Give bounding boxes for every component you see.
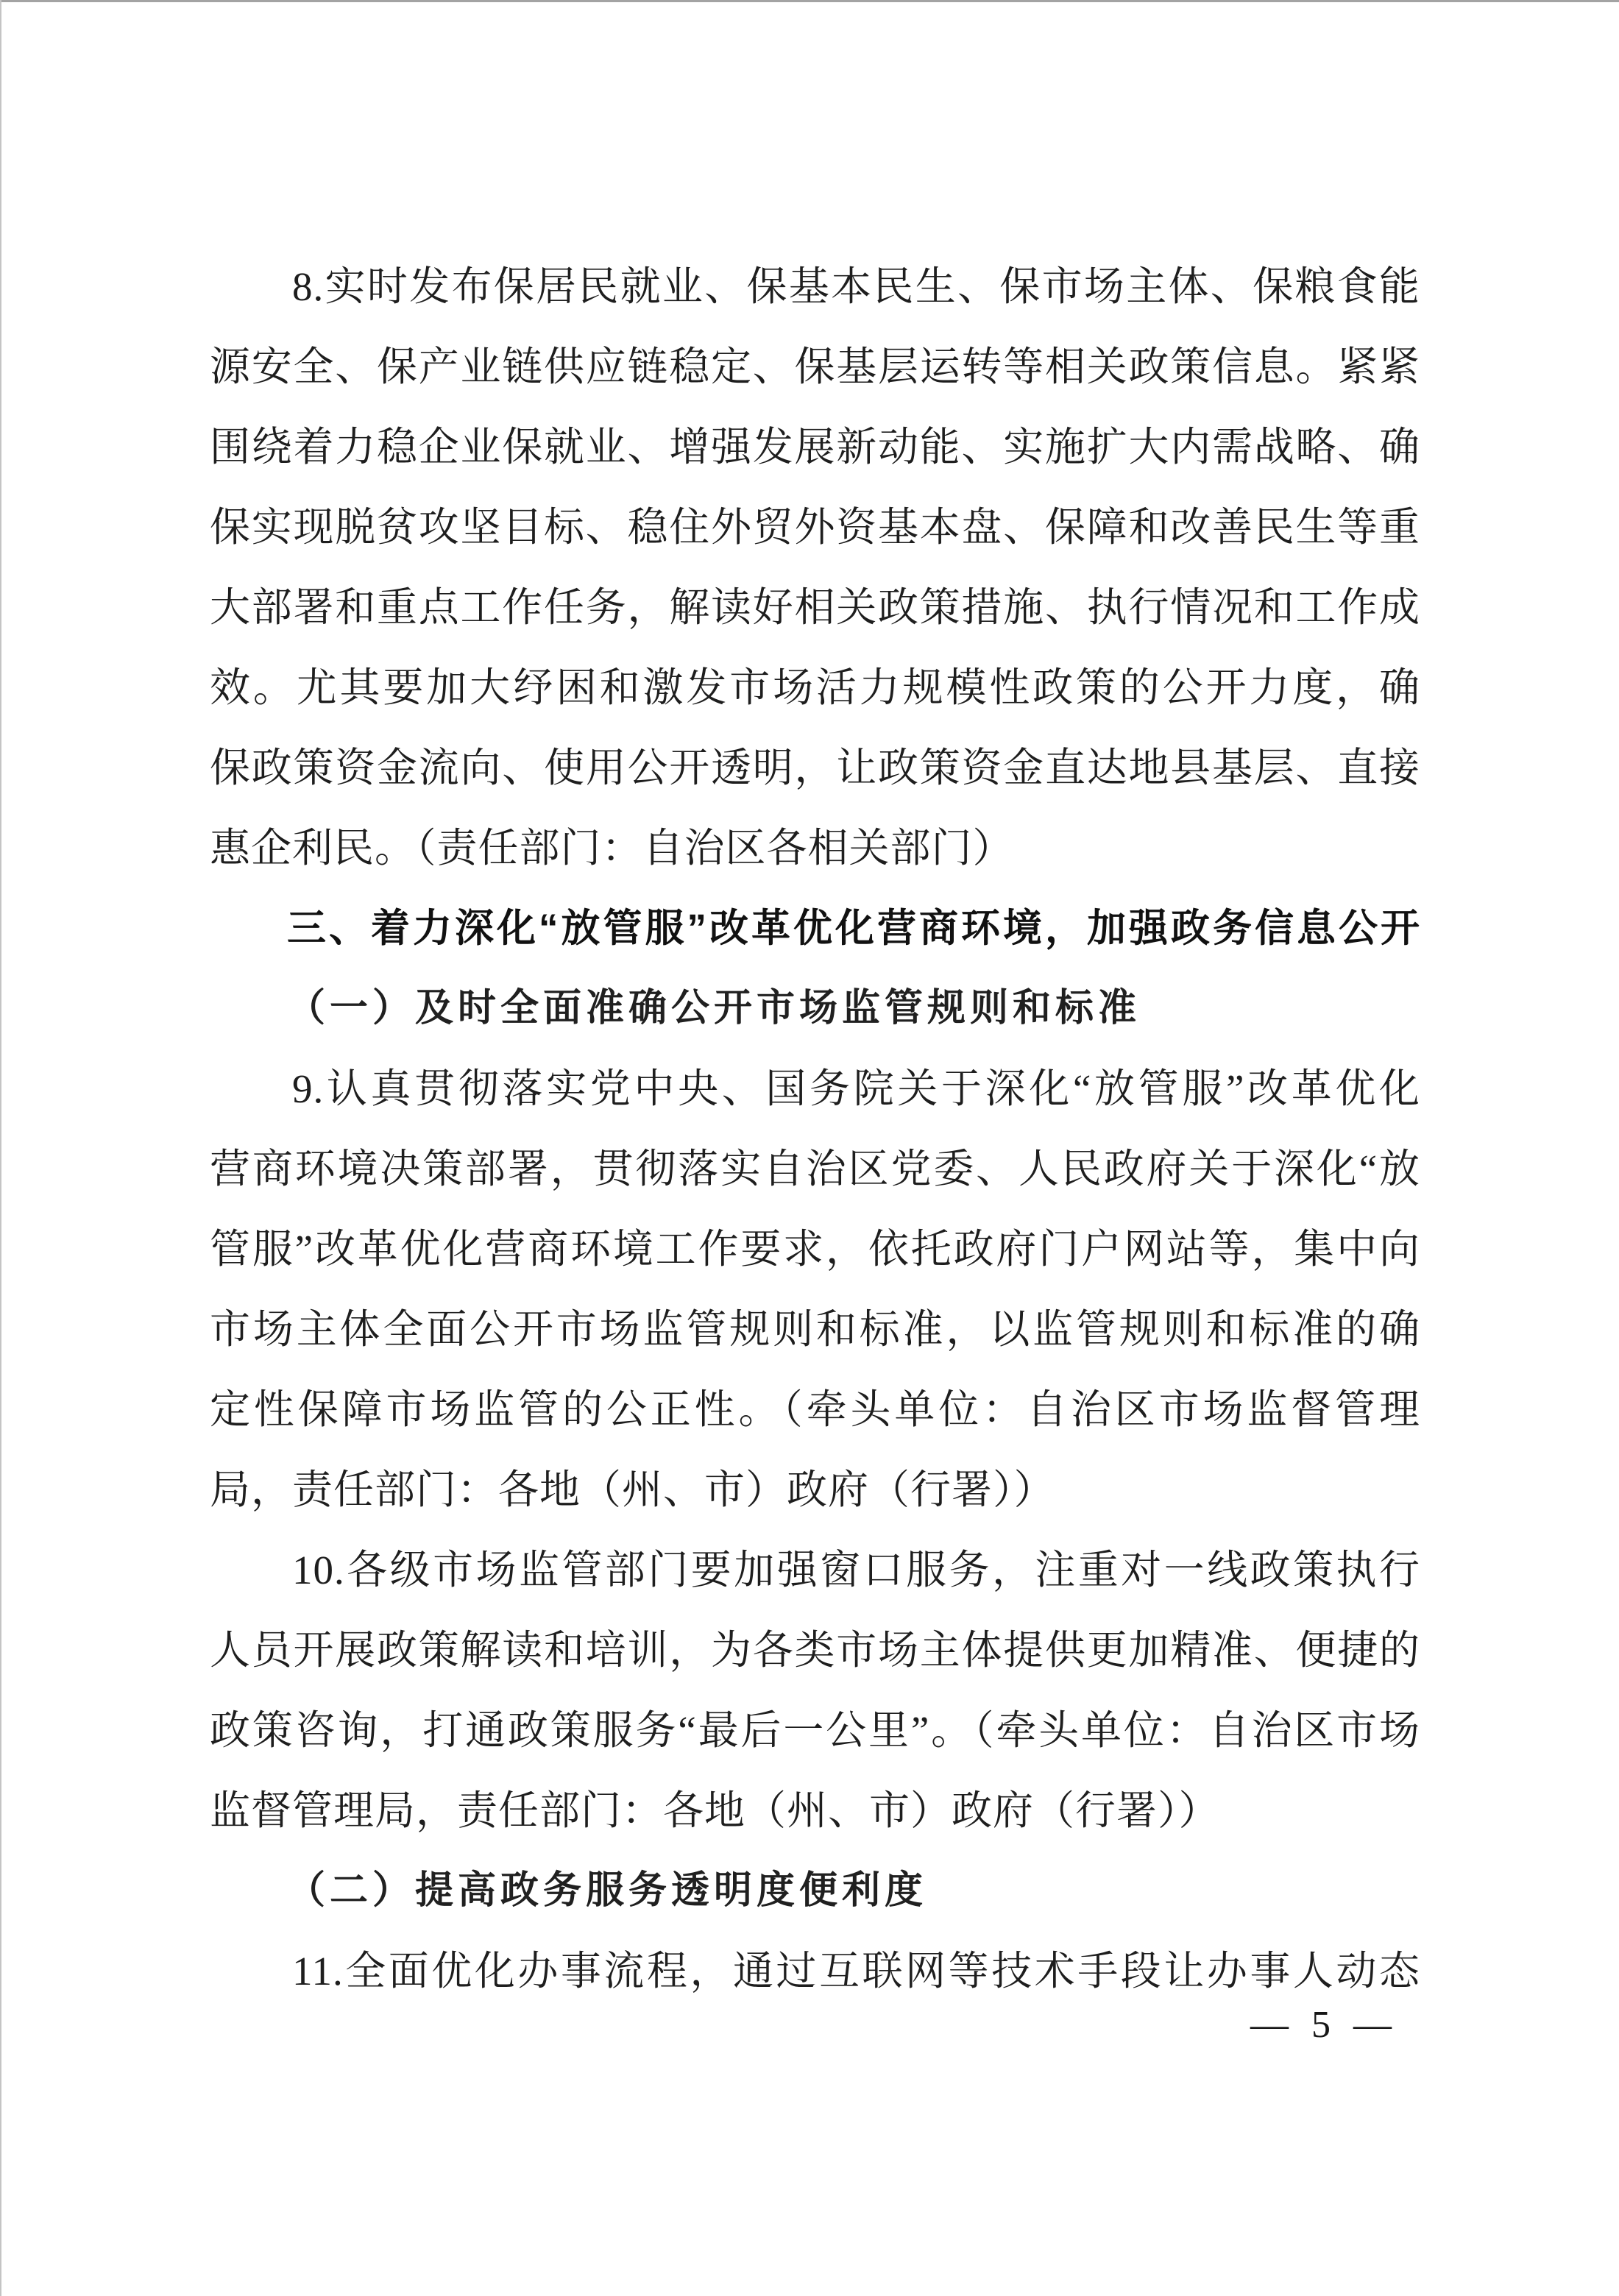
scan-edge-left xyxy=(0,0,1,2296)
paragraph-9-line-4: 市场主体全面公开市场监管规则和标准，以监管规则和标准的确 xyxy=(210,1307,1420,1352)
paragraph-10-line-4: 监督管理局，责任部门：各地（州、市）政府（行署）） xyxy=(210,1788,1220,1833)
paragraph-8-line-3: 围绕着力稳企业保就业、增强发展新动能、实施扩大内需战略、确 xyxy=(210,425,1420,470)
paragraph-8-line-1: 8.实时发布保居民就业、保基本民生、保市场主体、保粮食能 xyxy=(292,264,1420,309)
paragraph-9-line-5: 定性保障市场监管的公正性。（牵头单位：自治区市场监督管理 xyxy=(210,1387,1420,1432)
paragraph-10-line-3: 政策咨询，打通政策服务“最后一公里”。（牵头单位：自治区市场 xyxy=(210,1708,1420,1753)
paragraph-9-line-2: 营商环境决策部署，贯彻落实自治区党委、人民政府关于深化“放 xyxy=(210,1147,1420,1191)
paragraph-8-line-6: 效。尤其要加大纾困和激发市场活力规模性政策的公开力度，确 xyxy=(210,665,1420,710)
paragraph-9-line-6: 局，责任部门：各地（州、市）政府（行署）） xyxy=(210,1467,1055,1512)
paragraph-11-line-1: 11.全面优化办事流程，通过互联网等技术手段让办事人动态 xyxy=(292,1949,1420,1994)
paragraph-9-line-1: 9.认真贯彻落实党中央、国务院关于深化“放管服”改革优化 xyxy=(292,1066,1420,1111)
subsection-1-heading: （一）及时全面准确公开市场监管规则和标准 xyxy=(287,988,1141,1030)
paragraph-10-line-2: 人员开展政策解读和培训，为各类市场主体提供更加精准、便捷的 xyxy=(210,1628,1420,1673)
document-body xyxy=(210,247,1420,2011)
paragraph-10-line-1: 10.各级市场监管部门要加强窗口服务，注重对一线政策执行 xyxy=(292,1548,1420,1592)
paragraph-8-line-5: 大部署和重点工作任务，解读好相关政策措施、执行情况和工作成 xyxy=(210,585,1420,630)
paragraph-8-line-7: 保政策资金流向、使用公开透明，让政策资金直达地县基层、直接 xyxy=(210,745,1420,790)
paragraph-9-line-3: 管服”改革优化营商环境工作要求，依托政府门户网站等，集中向 xyxy=(210,1227,1420,1272)
scan-edge-top xyxy=(0,0,1619,2)
subsection-2-heading: （二）提高政务服务透明度便利度 xyxy=(287,1870,928,1912)
section-heading: 三、着力深化“放管服”改革优化营商环境，加强政务信息公开 xyxy=(287,907,1420,950)
paragraph-8-line-4: 保实现脱贫攻坚目标、稳住外贸外资基本盘、保障和改善民生等重 xyxy=(210,505,1420,550)
page-number: — 5 — xyxy=(1250,2004,1398,2046)
paragraph-8-line-8: 惠企利民。（责任部门：自治区各相关部门） xyxy=(210,826,1014,871)
paragraph-8-line-2: 源安全、保产业链供应链稳定、保基层运转等相关政策信息。紧紧 xyxy=(210,344,1420,389)
